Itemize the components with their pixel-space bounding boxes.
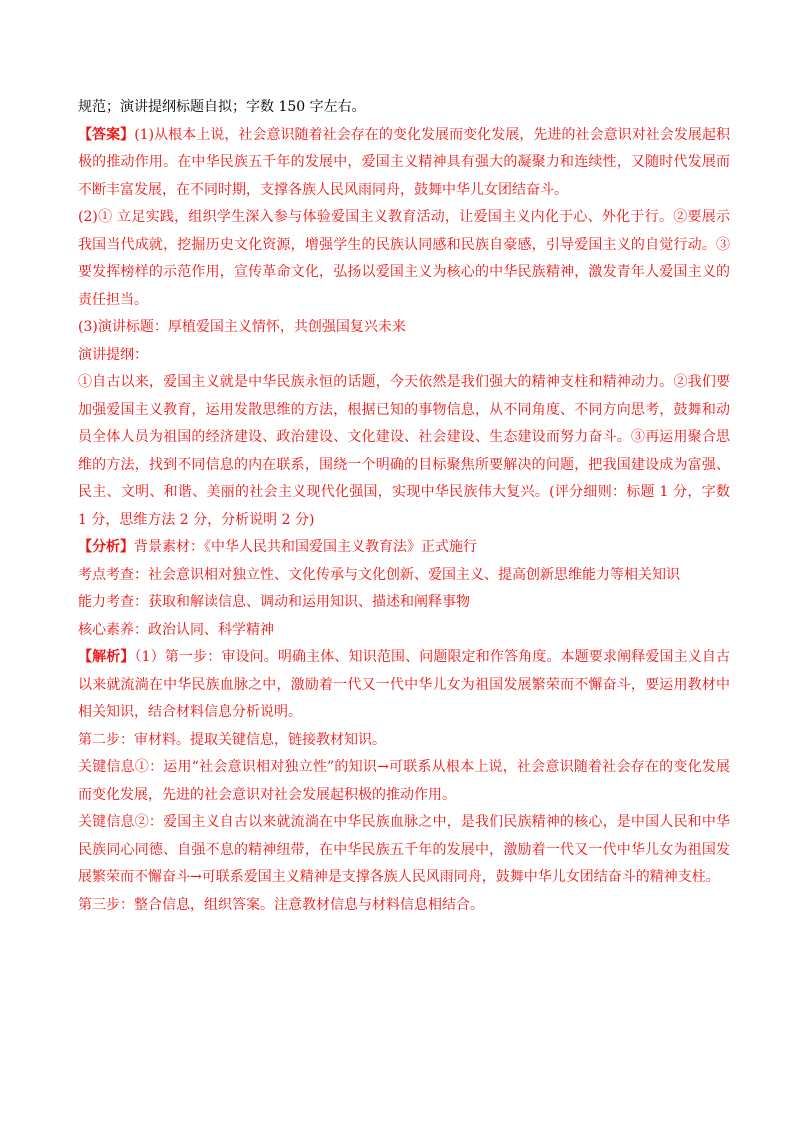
explanation-step1-text: （1）第一步：审设问。明确主体、知识范围、问题限定和作答角度。本题要求阐释爱国主义自古以来就流淌在中华民族血脉之中，激励着一代又一代中华儿女为祖国发展繁荣而不懈奋斗，要运用教材中相关知识，结合材料信息分析说明。 [78, 649, 730, 720]
explanation-step3: 第三步：整合信息，组织答案。注意教材信息与材料信息相结合。 [78, 896, 484, 913]
analysis-tag: 【分析】 [78, 539, 134, 555]
answer-part1-text: (1)从根本上说，社会意识随着社会存在的变化发展而变化发展，先进的社会意识对社会发展起积极的推动作用。在中华民族五千年的发展中，爱国主义精神具有强大的凝聚力和连续性，又随时代发展而不断丰富发展，在不同时期，支撑各族人民风雨同舟，鼓舞中华儿女团结奋斗。 [78, 126, 730, 198]
analysis-exam-points: 考点考查：社会意识相对独立性、文化传承与文化创新、爱国主义、提高创新思维能力等相关知识 [78, 566, 680, 583]
analysis-literacy: 核心素养：政治认同、科学精神 [78, 621, 274, 638]
answer-part2: (2)① 立足实践，组织学生深入参与体验爱国主义教育活动，让爱国主义内化于心、外化于行。②要展示我国当代成就，挖掘历史文化资源，增强学生的民族认同感和民族自豪感，引导爱国主义的自觉行动。③要发挥榜样的示范作用，宣传革命文化，弘扬以爱国主义为核心的中华民族精神，激发青年人爱国主义的责任担当。 [78, 209, 730, 308]
analysis-ability: 能力考查：获取和解读信息、调动和运用知识、描述和阐释事物 [78, 594, 470, 610]
speech-title: (3)演讲标题：厚植爱国主义情怀，共创强国复兴未来 [78, 319, 406, 335]
analysis-background [78, 534, 730, 562]
document-page [78, 94, 730, 919]
speech-outline-body: ①自古以来，爱国主义就是中华民族永恒的话题，今天依然是我们强大的精神支柱和精神动力。②我们要加强爱国主义教育，运用发散思维的方法，根据已知的事物信息，从不同角度、不同方向思考，鼓舞和动员全体人员为祖国的经济建设、政治建设、文化建设、社会建设、生态建设而努力奋斗。③再运用聚合思维的方法，找到不同信息的内在联系，围绕一个明确的目标聚焦所要解决的问题，把我国建设成为富强、民主、文明、和谐、美丽的社会主义现代化强国，实现中华民族伟大复兴。(评分细则：标题 1 分，字数 1 分，思维方法 2 分，分析说明 2 分) [78, 374, 730, 528]
explanation-tag: 【解析】 [78, 649, 135, 665]
explanation-key1: 关键信息①：运用“社会意识相对独立性”的知识→可联系从根本上说，社会意识随着社会存在的变化发展而变化发展，先进的社会意识对社会发展起积极的推动作用。 [78, 759, 730, 803]
answer-tag: 【答案】 [78, 126, 135, 143]
requirements-line: 规范；演讲提纲标题自拟；字数 150 字左右。 [78, 99, 366, 115]
answer-part1 [78, 122, 730, 205]
speech-outline-label: 演讲提纲： [78, 346, 148, 363]
explanation-step2: 第二步：审材料。提取关键信息，链接教材知识。 [78, 731, 386, 748]
explanation-step1 [78, 644, 730, 727]
explanation-key2: 关键信息②：爱国主义自古以来就流淌在中华民族血脉之中，是我们民族精神的核心，是中国人民和中华民族同心同德、自强不息的精神纽带，在中华民族五千年的发展中，激励着一代又一代中华儿女为祖国发展繁荣而不懈奋斗→可联系爱国主义精神是支撑各族人民风雨同舟，鼓舞中华儿女团结奋斗的精神支柱。 [78, 814, 730, 885]
analysis-background-text: 背景素材：《中华人民共和国爱国主义教育法》正式施行 [134, 539, 477, 555]
